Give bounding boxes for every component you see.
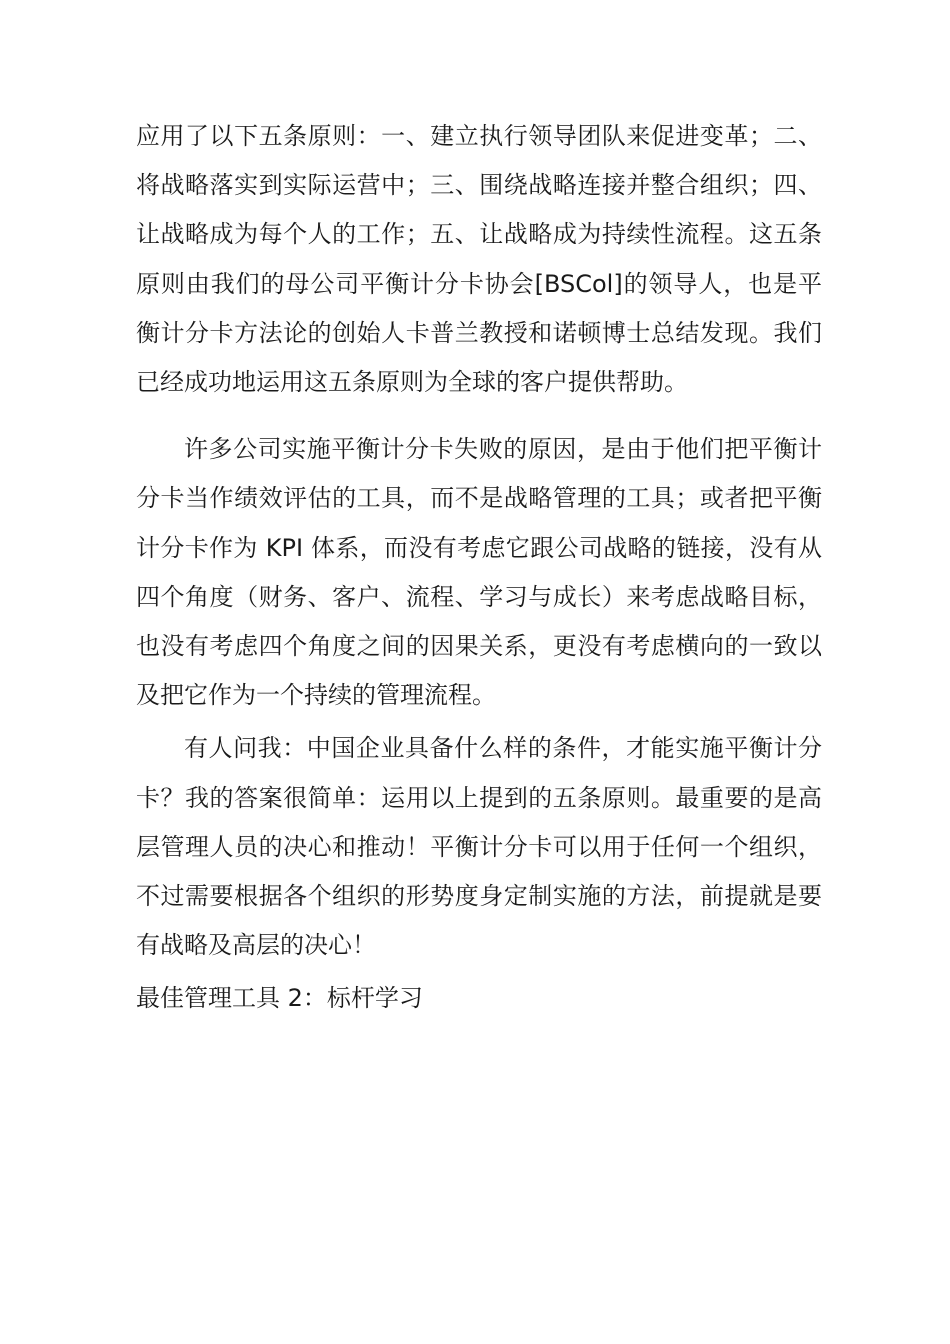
section-heading: 最佳管理工具 2：标杆学习 <box>136 984 423 1013</box>
paragraph-conditions: 有人问我：中国企业具备什么样的条件，才能实施平衡计分卡？我的答案很简单：运用以上提到的五条原则。最重要的是高层管理人员的决心和推动！平衡计分卡可以用于任何一个组织，不过需要根据各个组织的形势度身定制实施的方法，前提就是要有战略及高层的决心！ <box>136 734 822 960</box>
paragraph-failure-reasons: 许多公司实施平衡计分卡失败的原因，是由于他们把平衡计分卡当作绩效评估的工具，而不是战略管理的工具；或者把平衡计分卡作为 KPI 体系，而没有考虑它跟公司战略的链接，没有从四个角度（财务、客户、流程、学习与成长）来考虑战略目标，也没有考虑四个角度之间的因果关系，更没有考虑横向的一致以及把它作为一个持续的管理流程。 <box>136 435 822 710</box>
document-body <box>136 112 822 1024</box>
paragraph-five-principles: 应用了以下五条原则：一、建立执行领导团队来促进变革；二、将战略落实到实际运营中；三、围绕战略连接并整合组织；四、让战略成为每个人的工作；五、让战略成为持续性流程。这五条原则由我们的母公司平衡计分卡协会[BSCol]的领导人，也是平衡计分卡方法论的创始人卡普兰教授和诺顿博士总结发现。我们已经成功地运用这五条原则为全球的客户提供帮助。 <box>136 122 822 397</box>
